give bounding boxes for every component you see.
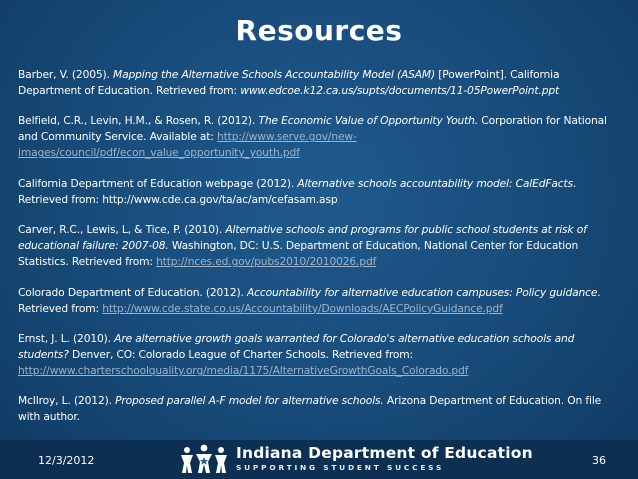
- ref-author: McIlroy, L. (2012).: [18, 394, 116, 408]
- logo-name: Indiana Department of Education: [236, 444, 533, 462]
- indiana-doe-logo: [178, 442, 533, 476]
- ref-author: Belfield, C.R., Levin, H.M., & Rosen, R. (2012).: [18, 114, 259, 128]
- ref-link[interactable]: http://www.serve.gov/new-images/council/pdf/econ_value_opportunity_youth.pdf: [18, 130, 357, 160]
- ref-source: Denver, CO: Colorado League of Charter Schools. Retrieved from:: [68, 347, 413, 361]
- slide-date: 12/3/2012: [38, 454, 95, 467]
- ref-link[interactable]: http://www.cde.state.co.us/Accountability/Downloads/AECPolicyGuidance.pdf: [102, 301, 503, 315]
- ref-author: Carver, R.C., Lewis, L, & Tice, P. (2010).: [18, 223, 226, 237]
- reference-ernst: [18, 331, 624, 379]
- reference-mcilroy: [18, 393, 624, 425]
- ref-title: Proposed parallel A-F model for alternative schools.: [115, 394, 384, 408]
- ref-source: [PowerPoint]. California Department of Education. Retrieved from:: [18, 68, 560, 97]
- ref-source: . Retrieved from: http://www.cde.ca.gov/ta/ac/am/cefasam.asp: [18, 176, 577, 206]
- ref-author: Barber, V. (2005).: [18, 68, 114, 81]
- ref-title: Alternative schools and programs for public school students at risk of educational failure: 2007-08.: [18, 223, 587, 253]
- reference-belfield: [18, 113, 624, 161]
- ref-title: The Economic Value of Opportunity Youth.: [258, 114, 479, 128]
- logo-tagline: SUPPORTING STUDENT SUCCESS: [236, 463, 445, 472]
- ref-title: Are alternative growth goals warranted for Colorado's alternative education schools and students?: [18, 331, 575, 361]
- ref-title: Mapping the Alternative Schools Accountability Model (ASAM): [113, 68, 436, 81]
- ref-title: Alternative schools accountability model: CalEdFacts: [297, 176, 573, 190]
- ref-source: . Retrieved from:: [18, 285, 601, 315]
- slide-number: 36: [592, 454, 606, 467]
- ref-link[interactable]: http://www.charterschoolquality.org/media/1175/AlternativeGrowthGoals_Colorado.pdf: [18, 363, 469, 377]
- reference-carver: [18, 222, 624, 270]
- ref-author: Ernst, J. L. (2010).: [18, 331, 115, 345]
- references-list: [18, 67, 624, 440]
- ref-author: California Department of Education webpage (2012).: [18, 176, 298, 190]
- ref-source: Corporation for National and Community Service. Available at:: [18, 114, 607, 144]
- ref-author: Colorado Department of Education. (2012).: [18, 285, 247, 299]
- ref-source: Arizona Department of Education. On file with author.: [18, 394, 602, 424]
- ref-title: Accountability for alternative education campuses: Policy guidance: [246, 285, 598, 299]
- ref-source: Washington, DC: U.S. Department of Education, National Center for Education Statistics. Retrieved from:: [18, 239, 579, 269]
- reference-colorado: [18, 285, 624, 317]
- people-figures-icon: [178, 443, 230, 475]
- reference-cde-webpage: [18, 176, 624, 208]
- reference-barber: [18, 67, 624, 99]
- slide-title: Resources: [235, 14, 403, 47]
- ref-link[interactable]: http://nces.ed.gov/pubs2010/2010026.pdf: [156, 255, 377, 269]
- ref-url: www.edcoe.k12.ca.us/supts/documents/11-05PowerPoint.ppt: [240, 84, 560, 97]
